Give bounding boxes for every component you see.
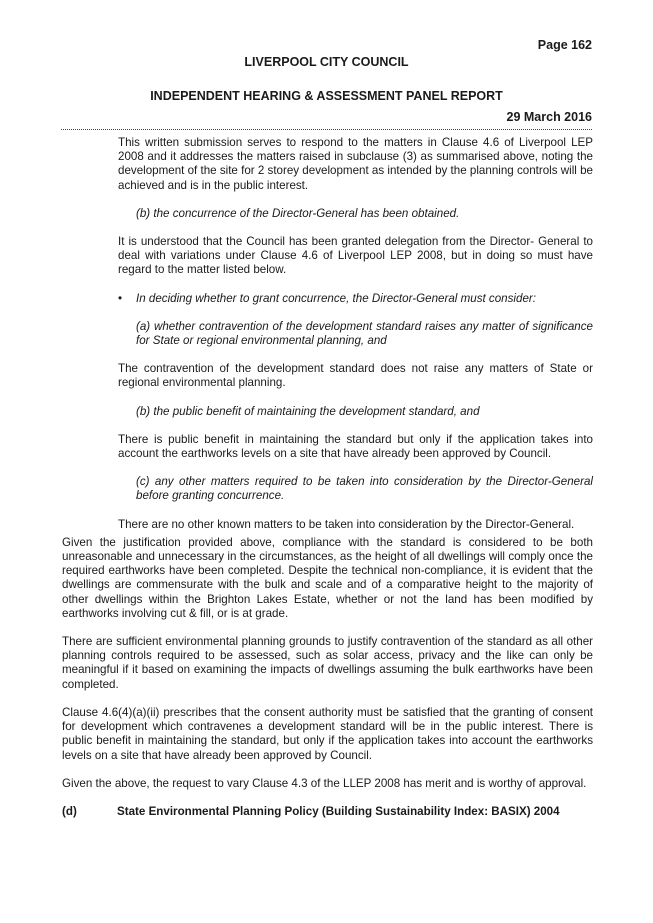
council-name: LIVERPOOL CITY COUNCIL [244,55,409,69]
paragraph: There is public benefit in maintaining the standard but only if the application takes into account the earthworks levels on a site that have already been approved by Council. [118,432,593,461]
clause-item: (b) the public benefit of maintaining the development standard, and [136,404,480,418]
paragraph: This written submission serves to respond to the matters in Clause 4.6 of Liverpool LEP 2008 and it addresses the matters raised in subclause (3) as summarised above, noting the development of the site for 2 storey development as intended by the planning controls will be achieved and is in the public interest. [118,136,593,192]
clause-item: (c) any other matters required to be taken into consideration by the Director-General before granting concurrence. [136,475,593,503]
header-divider [61,129,592,130]
section-label: (d) [62,804,77,818]
report-title: INDEPENDENT HEARING & ASSESSMENT PANEL REPORT [150,89,503,103]
paragraph: Clause 4.6(4)(a)(ii) prescribes that the consent authority must be satisfied that the granting of consent for development which contravenes a development standard will be in the public interest. There is public benefit in maintaining the standard, but only if the application takes into account the earthworks levels on a site that have already been approved by Council. [62,705,593,762]
bullet-icon: • [118,291,123,305]
report-date: 29 March 2016 [506,110,592,124]
section-title: State Environmental Planning Policy (Building Sustainability Index: BASIX) 2004 [117,804,560,818]
document-body [62,136,593,819]
bullet-item [118,292,593,306]
page-number: Page 162 [537,38,592,52]
clause-item: (a) whether contravention of the development standard raises any matter of significance for State or regional environmental planning, and [136,319,593,348]
paragraph: Given the above, the request to vary Clause 4.3 of the LLEP 2008 has merit and is worthy of approval. [62,776,587,790]
paragraph: There are no other known matters to be taken into consideration by the Director-General. [118,517,575,531]
clause-item: (b) the concurrence of the Director-General has been obtained. [136,206,460,220]
paragraph: It is understood that the Council has been granted delegation from the Director- General to deal with variations under Clause 4.6 of Liverpool LEP 2008, but in doing so must have regard to the matter listed below. [118,235,593,277]
paragraph: The contravention of the development standard does not raise any matters of State or regional environmental planning. [118,362,593,390]
bullet-text: In deciding whether to grant concurrence, the Director-General must consider: [136,291,536,305]
section-heading [62,805,593,819]
paragraph: There are sufficient environmental planning grounds to justify contravention of the standard as all other planning controls required to be assessed, such as solar access, privacy and the like can only be meaningful if it based on examining the impacts of dwellings assuming the bulk earthworks have been completed. [62,635,593,691]
paragraph: Given the justification provided above, compliance with the standard is considered to be both unreasonable and unnecessary in the circumstances, as the height of all dwellings will comply once the required earthworks have been completed. Despite the technical non-compliance, it is evident that the dwellings are commensurate with the bulk and scale and of a comparative height to the majority of other dwellings within the Brighton Lakes Estate, whether or not the land has been modified by earthworks involving cut & fill, or is at grade. [62,535,593,620]
